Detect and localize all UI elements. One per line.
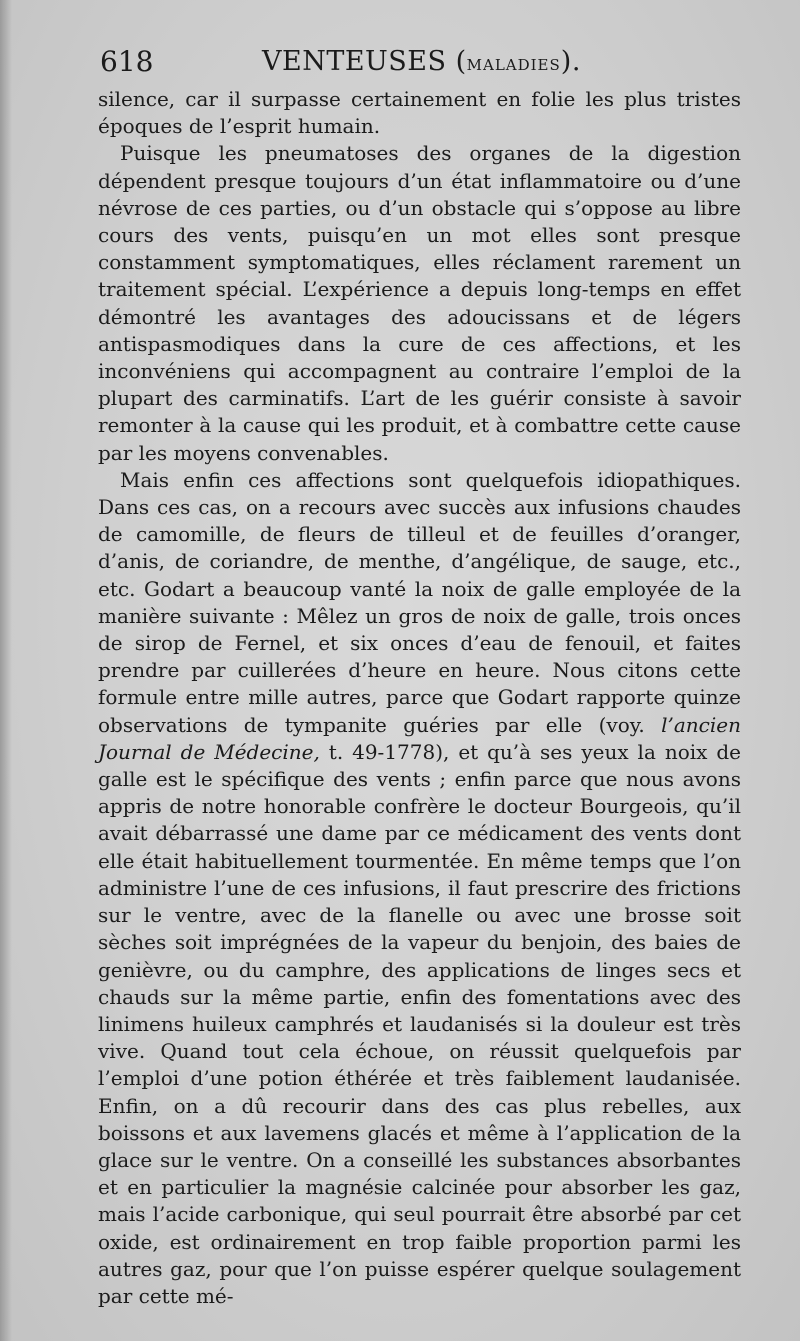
paragraph-3-part-b: t. 49-1778), et qu’à ses yeux la noix de galle est le spécifique des vents ; enfin parce que nous avons appris de notre honorable confrère le docteur Bourgeois, qu’il avait débarrassé une dame par ce médicament des vents dont elle était habituellement tourmentée. En même temps que l’on administre l’une de ces infusions, il faut prescrire des frictions sur le ventre, avec de la flanelle ou avec une brosse soit sèches soit imprégnées de la vapeur du benjoin, des baies de genièvre, ou du camphre, des applications de linges secs et chauds sur la même partie, enfin des fomentations avec des linimens huileux camphrés et laudanisés si la douleur est très vive. Quand tout cela échoue, on réussit quelquefois par l’emploi d’une potion éthérée et très faiblement laudanisée. Enfin, on a dû recourir dans des cas plus rebelles, aux boissons et aux lavemens glacés et même à l’application de la glace sur le ventre. On a conseillé les substances absorbantes et en particulier la magnésie calcinée pour absorber les gaz, mais l’acide carbonique, qui seul pourrait être absorbé par cet oxide, est ordinairement en trop faible proportion parmi les autres gaz, pour que l’on puisse espérer quelque soulagement par cette mé- [98, 739, 741, 1308]
running-head-close: ). [560, 46, 581, 77]
running-head-title: VENTEUSES ( [262, 46, 467, 77]
page-header [100, 44, 750, 80]
page-gutter-shadow [0, 0, 12, 1341]
paragraph-1: silence, car il surpasse certainement en folie les plus tristes époques de l’esprit humain. [98, 87, 741, 139]
running-head [262, 44, 581, 83]
paragraph-3 [98, 467, 741, 1310]
paragraph-3-part-a: Mais enfin ces affections sont quelquefois idiopathiques. Dans ces cas, on a recours avec succès aux infusions chaudes de camomille, de fleurs de tilleul et de feuilles d’oranger, d’anis, de coriandre, de menthe, d’angélique, de sauge, etc., etc. Godart a beaucoup vanté la noix de galle employée de la manière suivante : Mêlez un gros de noix de galle, trois onces de sirop de Fernel, et six onces d’eau de fenouil, et faites prendre par cuillerées d’heure en heure. Nous citons cette formule entre mille autres, parce que Godart rapporte quinze observations de tympanite guéries par elle (voy. [98, 467, 741, 737]
running-head-subtitle: MALADIES [466, 56, 561, 74]
body-text [98, 86, 741, 1310]
journal-citation: l’ancien Journal de Médecine, [98, 712, 741, 764]
page-number: 618 [100, 45, 154, 78]
paragraph-2: Puisque les pneumatoses des organes de la digestion dépendent presque toujours d’un état inflammatoire ou d’une névrose de ces parties, ou d’un obstacle qui s’oppose au libre cours des vents, puisqu’en un mot elles sont presque constamment symptomatiques, elles réclament rarement un traitement spécial. L’expérience a depuis long-temps en effet démontré les avantages des adoucissans et de légers antispasmodiques dans la cure de ces affections, et les inconvéniens qui accompagnent au contraire l’emploi de la plupart des carminatifs. L’art de les guérir consiste à savoir remonter à la cause qui les produit, et à combattre cette cause par les moyens convenables. [98, 141, 741, 465]
